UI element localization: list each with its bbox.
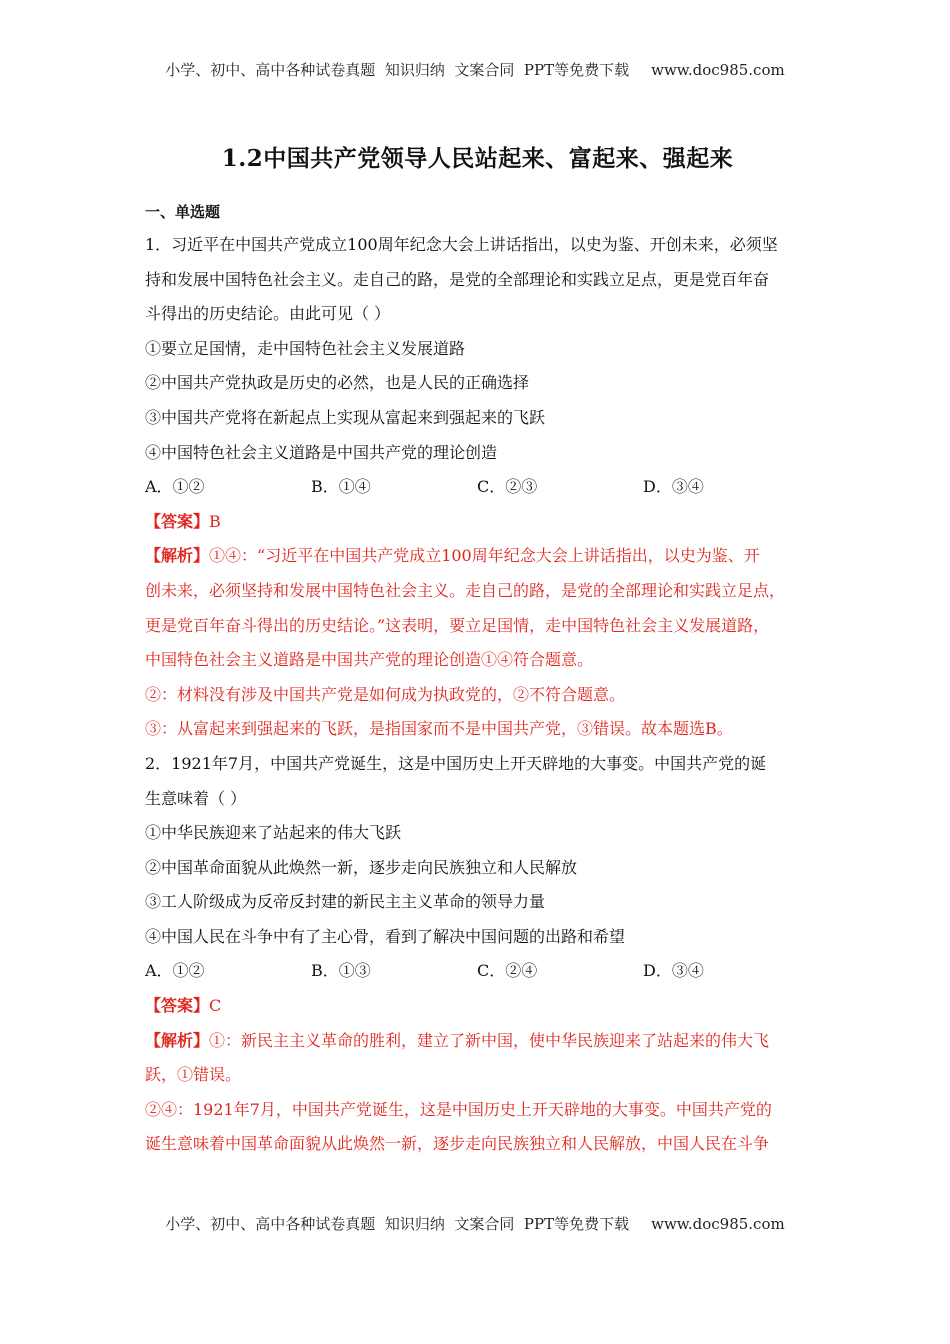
statement-item: ③工人阶级成为反帝反封建的新民主主义革命的领导力量 xyxy=(145,892,546,912)
page-title: 1.2中国共产党领导人民站起来、富起来、强起来 xyxy=(221,145,734,172)
question-stem-line: 2．1921年7月，中国共产党诞生，这是中国历史上开天辟地的大事变。中国共产党的诞 xyxy=(145,753,767,773)
header-site-link[interactable]: www.doc985.com xyxy=(651,61,785,79)
question-stem-line: 生意味着（ ） xyxy=(145,788,247,808)
answer-value: B xyxy=(209,511,221,531)
analysis-line: 更是党百年奋斗得出的历史结论。”这表明，要立足国情，走中国特色社会主义发展道路， xyxy=(145,615,770,635)
analysis-line: 创未来，必须坚持和发展中国特色社会主义。走自己的路，是党的全部理论和实践立足点， xyxy=(145,580,786,600)
statement-item: ③中国共产党将在新起点上实现从富起来到强起来的飞跃 xyxy=(145,407,546,427)
question-stem-line: 1．习近平在中国共产党成立100周年纪念大会上讲话指出，以史为鉴、开创未来，必须坚 xyxy=(145,235,778,254)
analysis-line: ③：从富起来到强起来的飞跃，是指国家而不是中国共产党，③错误。故本题选B。 xyxy=(145,719,733,739)
answer-tag: 【答案】 xyxy=(145,996,210,1016)
footer-site-link[interactable]: www.doc985.com xyxy=(651,1215,785,1233)
analysis-line: ②④：1921年7月，中国共产党诞生，这是中国历史上开天辟地的大事变。中国共产党的 xyxy=(145,1099,772,1119)
statement-item: ④中国特色社会主义道路是中国共产党的理论创造 xyxy=(145,442,498,462)
answer-options xyxy=(145,954,810,989)
analysis-text: ①④：“习近平在中国共产党成立100周年纪念大会上讲话指出，以史为鉴、开 xyxy=(209,546,760,566)
section-heading: 一、单选题 xyxy=(145,203,221,221)
option-d: D．③④ xyxy=(643,961,704,981)
answer-value: C xyxy=(209,996,222,1016)
question-stem-line: 斗得出的历史结论。由此可见（ ） xyxy=(145,304,391,324)
option-c: C．②③ xyxy=(477,477,538,497)
statement-item: ②中国革命面貌从此焕然一新，逐步走向民族独立和人民解放 xyxy=(145,857,578,877)
analysis-line: 跃，①错误。 xyxy=(145,1065,242,1085)
option-b: B．①④ xyxy=(311,477,371,497)
statement-item: ②中国共产党执政是历史的必然，也是人民的正确选择 xyxy=(145,373,530,393)
answer-line xyxy=(145,505,810,540)
analysis-line: 诞生意味着中国革命面貌从此焕然一新，逐步走向民族独立和人民解放，中国人民在斗争 xyxy=(145,1134,770,1154)
analysis-tag: 【解析】 xyxy=(145,546,210,566)
option-a: A．①② xyxy=(145,477,205,497)
analysis-line xyxy=(145,539,810,574)
option-d: D．③④ xyxy=(643,477,704,497)
header-text: 小学、初中、高中各种试卷真题 知识归纳 文案合同 PPT等免费下载 xyxy=(165,61,630,79)
statement-item: ④中国人民在斗争中有了主心骨，看到了解决中国问题的出路和希望 xyxy=(145,926,626,946)
analysis-tag: 【解析】 xyxy=(145,1030,210,1050)
answer-options xyxy=(145,470,810,505)
page-footer xyxy=(0,1213,950,1234)
page-header xyxy=(0,59,950,80)
question-1 xyxy=(145,228,810,747)
analysis-text: ①：新民主主义革命的胜利，建立了新中国，使中华民族迎来了站起来的伟大飞 xyxy=(209,1030,770,1050)
question-2 xyxy=(145,747,810,1162)
question-stem-line: 持和发展中国特色社会主义。走自己的路，是党的全部理论和实践立足点，更是党百年奋 xyxy=(145,269,770,289)
footer-text: 小学、初中、高中各种试卷真题 知识归纳 文案合同 PPT等免费下载 xyxy=(165,1215,630,1233)
option-a: A．①② xyxy=(145,961,205,981)
statement-item: ①中华民族迎来了站起来的伟大飞跃 xyxy=(145,823,402,843)
statement-item: ①要立足国情，走中国特色社会主义发展道路 xyxy=(145,338,466,358)
analysis-line: ②：材料没有涉及中国共产党是如何成为执政党的，②不符合题意。 xyxy=(145,684,626,704)
option-c: C．②④ xyxy=(477,961,538,981)
answer-line xyxy=(145,989,810,1024)
option-b: B．①③ xyxy=(311,961,371,981)
document-body xyxy=(145,140,810,1162)
analysis-line: 中国特色社会主义道路是中国共产党的理论创造①④符合题意。 xyxy=(145,650,594,670)
analysis-line xyxy=(145,1024,810,1059)
answer-tag: 【答案】 xyxy=(145,511,210,531)
